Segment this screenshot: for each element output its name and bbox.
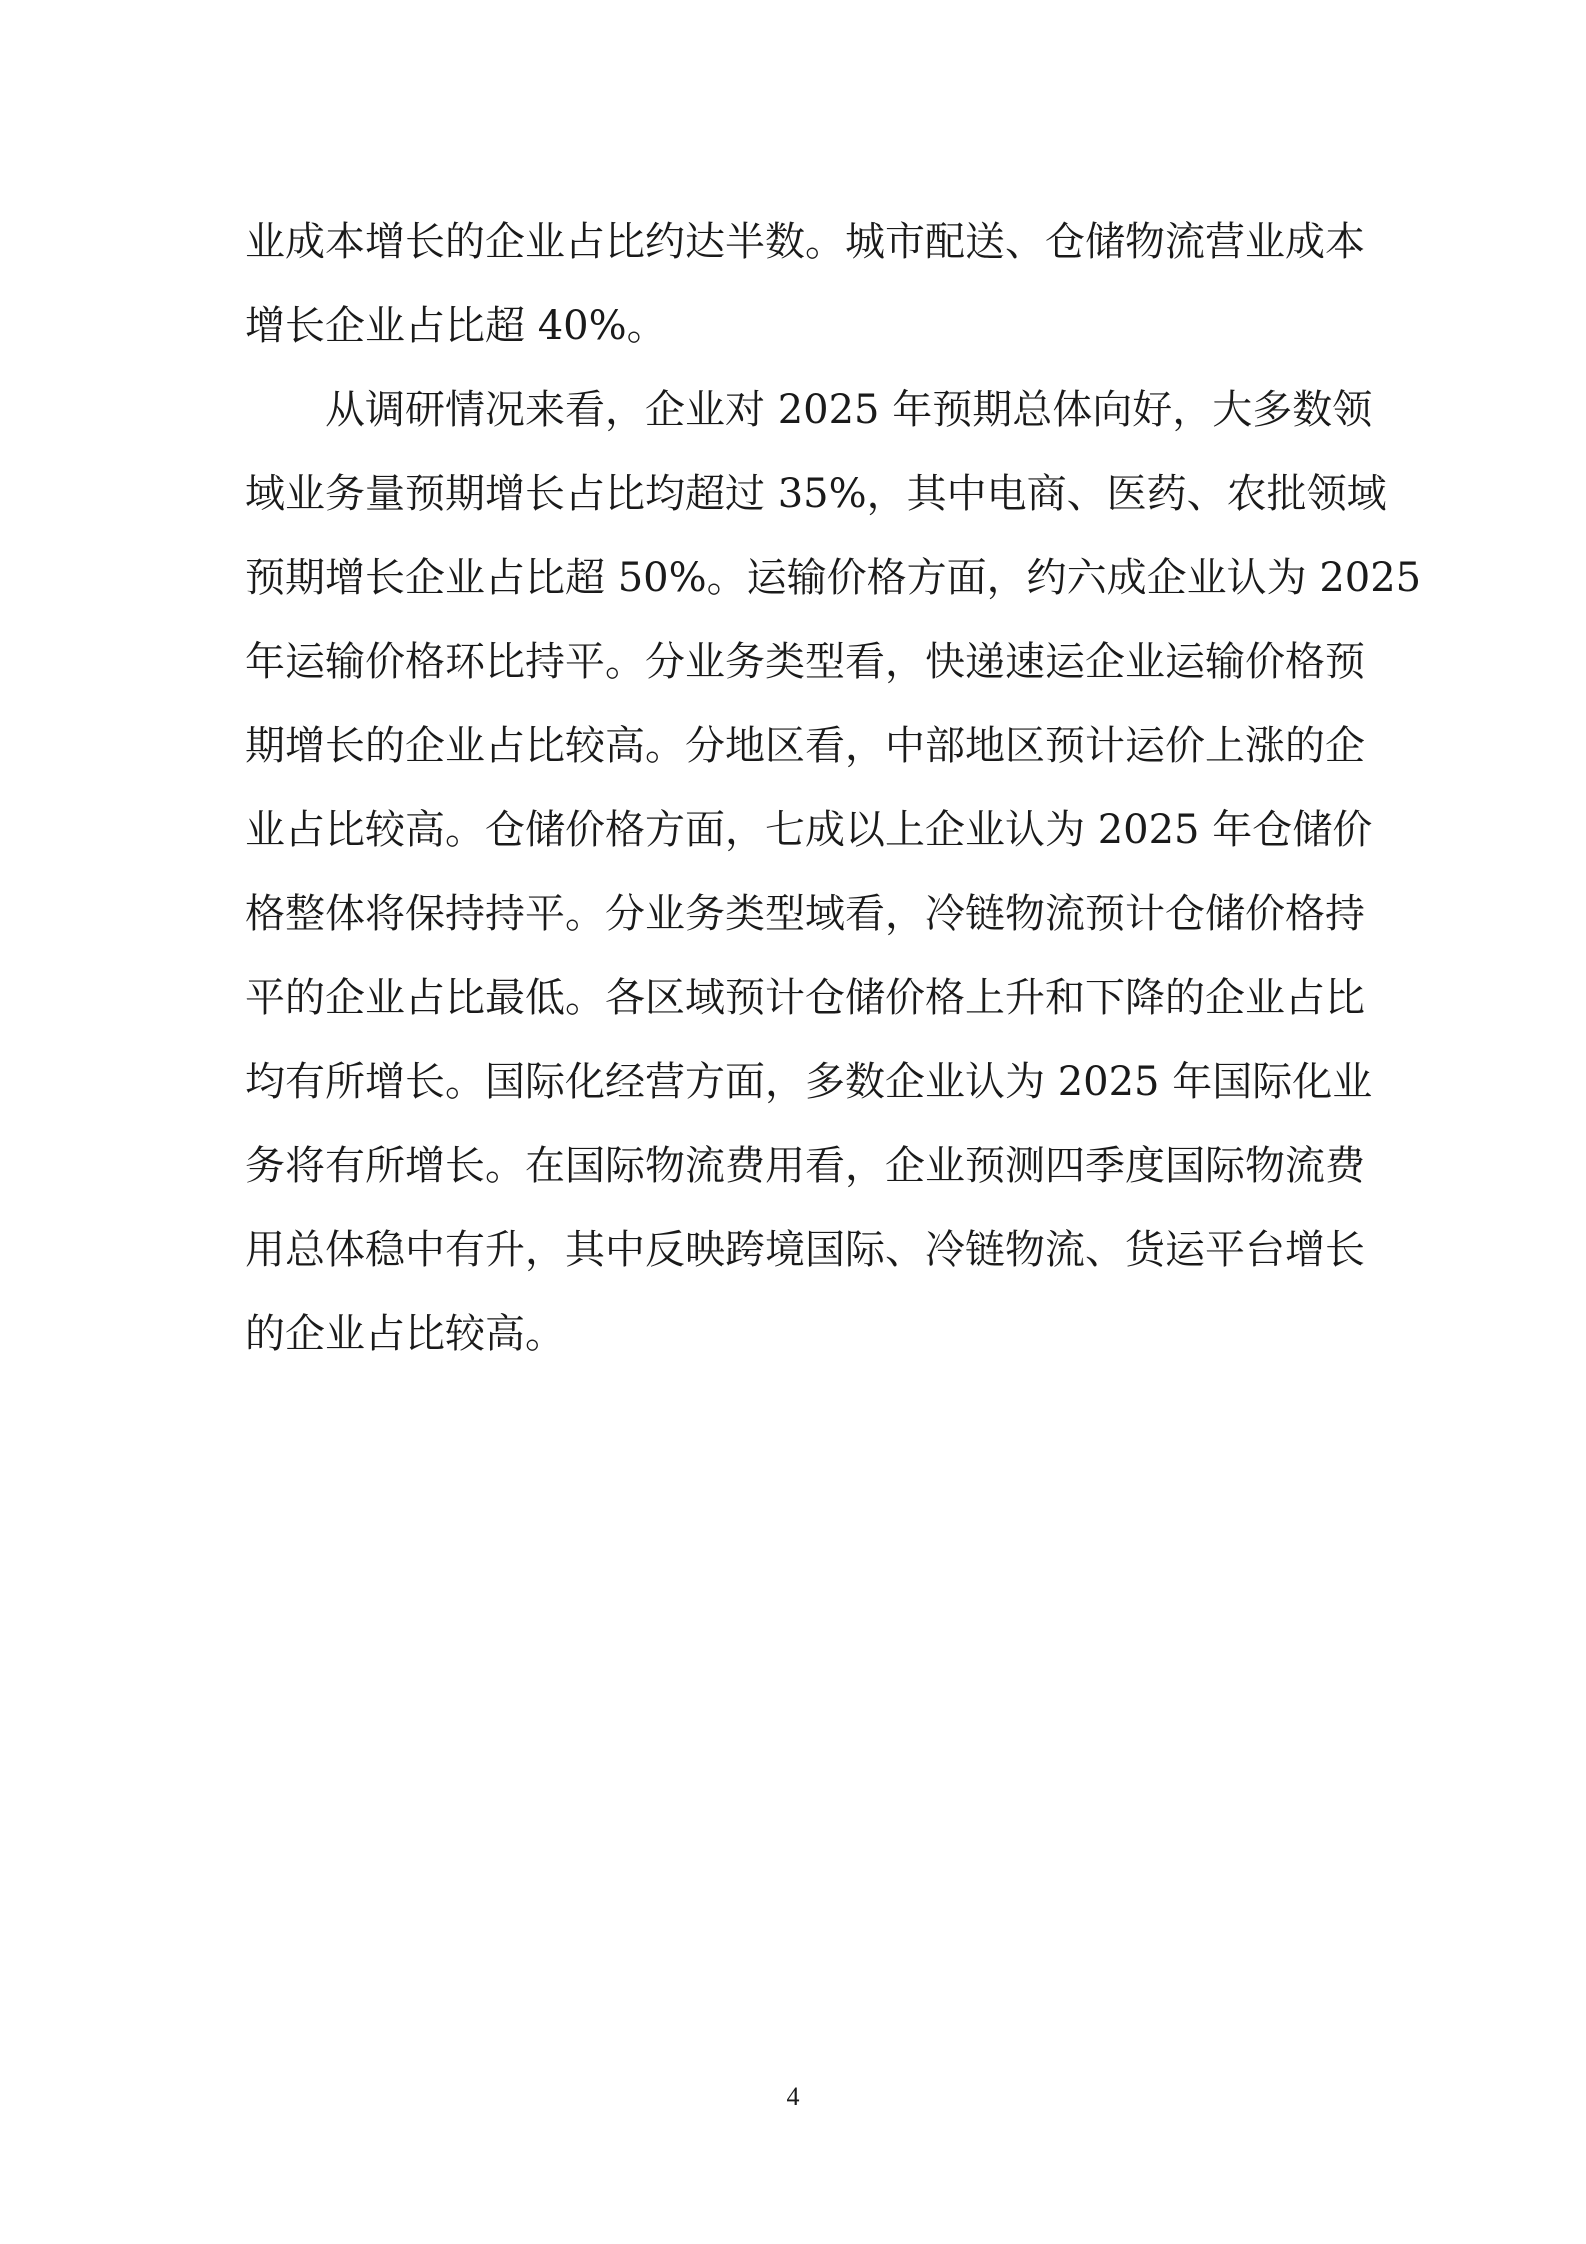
text-line: 增长企业占比超 40%。 [245,303,667,349]
page-number: 4 [786,2082,800,2111]
text-line: 用总体稳中有升，其中反映跨境国际、冷链物流、货运平台增长 [245,1227,1365,1273]
body-text [245,200,1422,1376]
text-line: 预期增长企业占比超 50%。运输价格方面，约六成企业认为 2025 [245,555,1422,601]
paragraph-1 [245,200,1365,368]
text-line: 业成本增长的企业占比约达半数。城市配送、仓储物流营业成本 [245,219,1365,265]
text-line: 均有所增长。国际化经营方面，多数企业认为 2025 年国际化业 [245,1059,1373,1105]
text-line: 年运输价格环比持平。分业务类型看，快递速运企业运输价格预 [245,639,1365,685]
text-line: 平的企业占比最低。各区域预计仓储价格上升和下降的企业占比 [245,975,1365,1021]
text-line: 务将有所增长。在国际物流费用看，企业预测四季度国际物流费 [245,1143,1365,1189]
text-line: 业占比较高。仓储价格方面，七成以上企业认为 2025 年仓储价 [245,807,1373,853]
text-line: 域业务量预期增长占比均超过 35%，其中电商、医药、农批领域 [245,471,1387,517]
text-line: 期增长的企业占比较高。分地区看，中部地区预计运价上涨的企 [245,723,1365,769]
text-line: 从调研情况来看，企业对 2025 年预期总体向好，大多数领 [325,387,1373,433]
paragraph-2 [245,368,1422,1376]
text-line: 的企业占比较高。 [245,1311,565,1357]
text-line: 格整体将保持持平。分业务类型域看，冷链物流预计仓储价格持 [245,891,1365,937]
